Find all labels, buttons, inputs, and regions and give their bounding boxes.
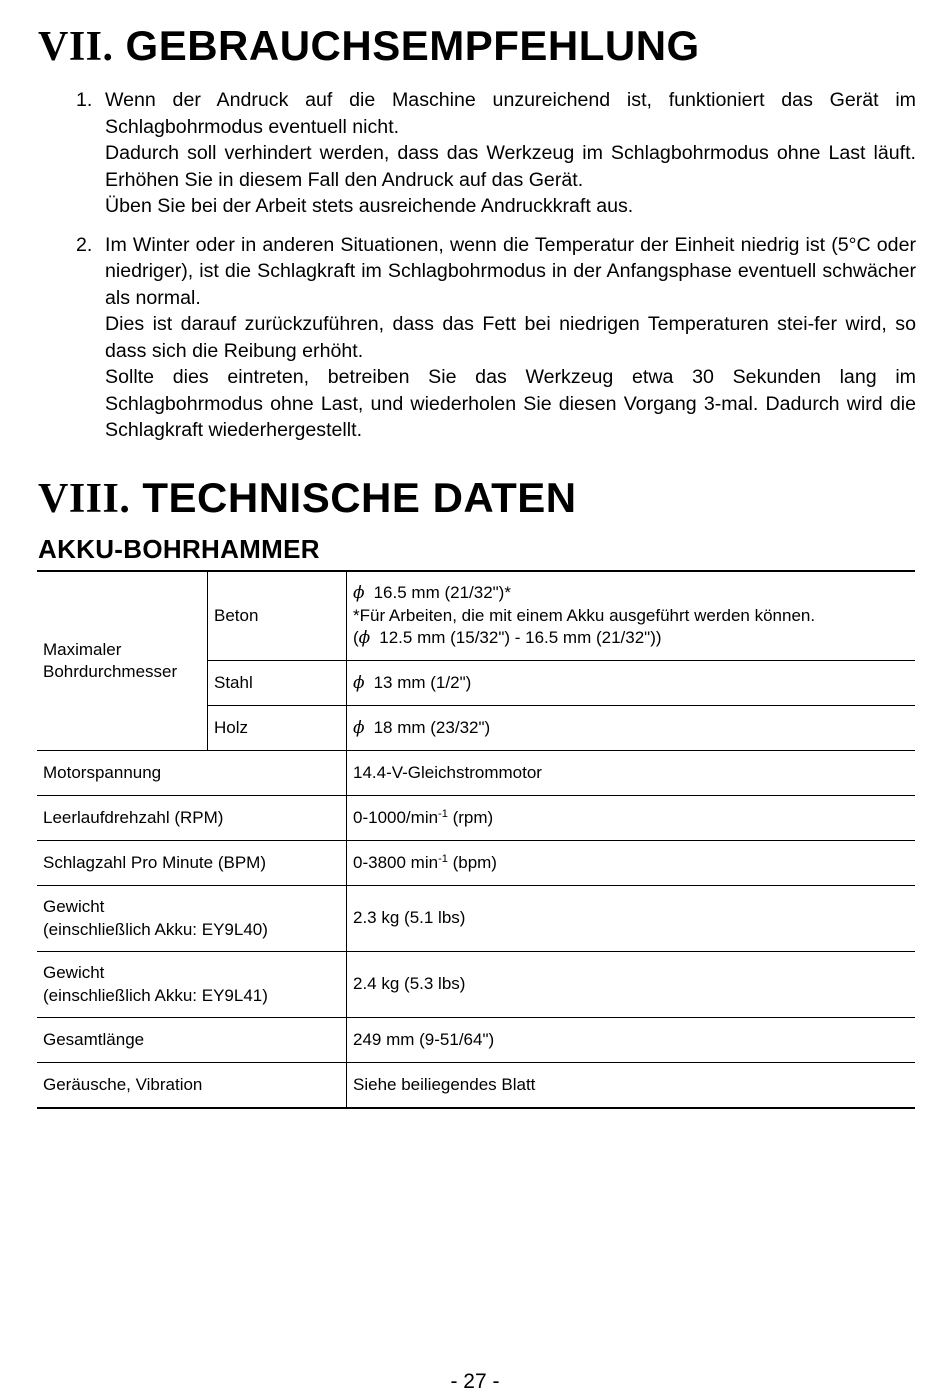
table-row bbox=[37, 751, 915, 796]
list-paragraph: Wenn der Andruck auf die Maschine unzureichend ist, funktioniert das Gerät im Schlagbohrmodus eventuell nicht. bbox=[105, 89, 916, 138]
section-number: VIII. bbox=[38, 476, 131, 522]
spec-value-text: 18 mm (23/32") bbox=[373, 717, 491, 737]
diameter-symbol: ϕ bbox=[353, 583, 365, 604]
section-heading-specs bbox=[38, 474, 577, 523]
spec-value-text: 16.5 mm (21/32")* bbox=[373, 583, 511, 603]
list-item-number: 2. bbox=[76, 233, 93, 256]
list-paragraph: Sollte dies eintreten, betreiben Sie das Werkzeug etwa 30 Sekunden lang im Schlagbohrmodus ohne Last, und wiederholen Sie diesen Vorgang 3-mal. Dadurch wird die Schlagkraft wiederhergestellt. bbox=[105, 366, 916, 441]
spec-value-exponent: -1 bbox=[438, 807, 448, 820]
table-row bbox=[37, 886, 915, 952]
spec-value-holz bbox=[347, 706, 916, 751]
list-paragraph: Dies ist darauf zurückzuführen, dass das Fett bei niedrigen Temperaturen stei-fer wird, so dass sich die Reibung erhöht. bbox=[105, 313, 916, 362]
spec-value-text: 0-1000/min bbox=[353, 807, 439, 827]
diameter-symbol: ϕ bbox=[358, 628, 371, 649]
table-row bbox=[37, 571, 915, 661]
spec-label-line: (einschließlich Akku: EY9L40) bbox=[43, 919, 268, 939]
spec-sublabel-stahl: Stahl bbox=[208, 661, 347, 706]
list-item-number: 1. bbox=[76, 89, 93, 111]
table-row bbox=[37, 796, 915, 841]
spec-label-weight-ey9l40 bbox=[37, 886, 347, 952]
section-title: TECHNISCHE DATEN bbox=[142, 474, 577, 521]
section-number: VII. bbox=[38, 24, 114, 70]
spec-label-max-diameter: Maximaler Bohrdurchmesser bbox=[37, 571, 208, 751]
list-paragraph: Üben Sie bei der Arbeit stets ausreichende Andruckkraft aus. bbox=[105, 195, 634, 217]
spec-value-stahl bbox=[347, 661, 916, 706]
spec-value-beton bbox=[347, 571, 916, 661]
spec-value-text: 0-3800 min bbox=[353, 852, 439, 872]
product-name: AKKU-BOHRHAMMER bbox=[38, 534, 320, 564]
spec-label-length: Gesamtlänge bbox=[37, 1018, 347, 1063]
spec-value-rpm bbox=[347, 796, 916, 841]
spec-label-noise: Geräusche, Vibration bbox=[37, 1063, 347, 1109]
section-heading-usage bbox=[38, 22, 700, 71]
spec-sublabel-holz: Holz bbox=[208, 706, 347, 751]
spec-value-length: 249 mm (9-51/64") bbox=[347, 1018, 916, 1063]
spec-value-text: 13 mm (1/2") bbox=[373, 672, 472, 692]
spec-label-line: (einschließlich Akku: EY9L41) bbox=[43, 985, 268, 1005]
list-paragraph: Im Winter oder in anderen Situationen, wenn die Temperatur der Einheit niedrig ist (5°C oder niedriger), ist die Schlagkraft im Schlagbohrmodus in der Anfangsphase eventuell schwächer als normal. bbox=[105, 233, 916, 309]
table-row bbox=[37, 841, 915, 886]
page-number: - 27 - bbox=[450, 1370, 500, 1393]
diameter-symbol: ϕ bbox=[353, 672, 365, 693]
list-item bbox=[70, 87, 916, 220]
spec-sublabel-beton: Beton bbox=[208, 571, 347, 661]
spec-label-bpm: Schlagzahl Pro Minute (BPM) bbox=[37, 841, 347, 886]
spec-table bbox=[37, 570, 915, 1109]
spec-range-open: ( bbox=[353, 628, 359, 648]
spec-value-line bbox=[353, 582, 909, 605]
spec-label-motor: Motorspannung bbox=[37, 751, 347, 796]
spec-note: *Für Arbeiten, die mit einem Akku ausgeführt werden können. bbox=[353, 605, 816, 625]
spec-value-unit: (bpm) bbox=[452, 852, 497, 872]
spec-label-line: Gewicht bbox=[43, 897, 105, 916]
spec-value-noise: Siehe beiliegendes Blatt bbox=[347, 1063, 916, 1109]
list-paragraph: Dadurch soll verhindert werden, dass das Werkzeug im Schlagbohrmodus ohne Last läuft. Erhöhen Sie in diesem Fall den Andruck auf das Gerät. bbox=[105, 142, 916, 191]
spec-range-text: 12.5 mm (15/32") - 16.5 mm (21/32")) bbox=[379, 628, 662, 648]
spec-value-exponent: -1 bbox=[438, 852, 448, 865]
spec-label-line: Gewicht bbox=[43, 963, 105, 982]
table-row bbox=[37, 952, 915, 1018]
spec-label-rpm: Leerlaufdrehzahl (RPM) bbox=[37, 796, 347, 841]
spec-label-weight-ey9l41 bbox=[37, 952, 347, 1018]
table-row bbox=[37, 1063, 915, 1109]
usage-recommendation-list bbox=[70, 87, 916, 444]
spec-value-motor: 14.4-V-Gleichstrommotor bbox=[347, 751, 916, 796]
table-row bbox=[37, 1018, 915, 1063]
spec-value-weight-ey9l40: 2.3 kg (5.1 lbs) bbox=[347, 886, 916, 952]
spec-range-line bbox=[353, 627, 909, 650]
spec-value-unit: (rpm) bbox=[452, 807, 494, 827]
diameter-symbol: ϕ bbox=[353, 717, 365, 738]
list-item bbox=[70, 232, 916, 444]
section-title: GEBRAUCHSEMPFEHLUNG bbox=[125, 22, 700, 69]
spec-value-bpm bbox=[347, 841, 916, 886]
spec-value-weight-ey9l41: 2.4 kg (5.3 lbs) bbox=[347, 952, 916, 1018]
